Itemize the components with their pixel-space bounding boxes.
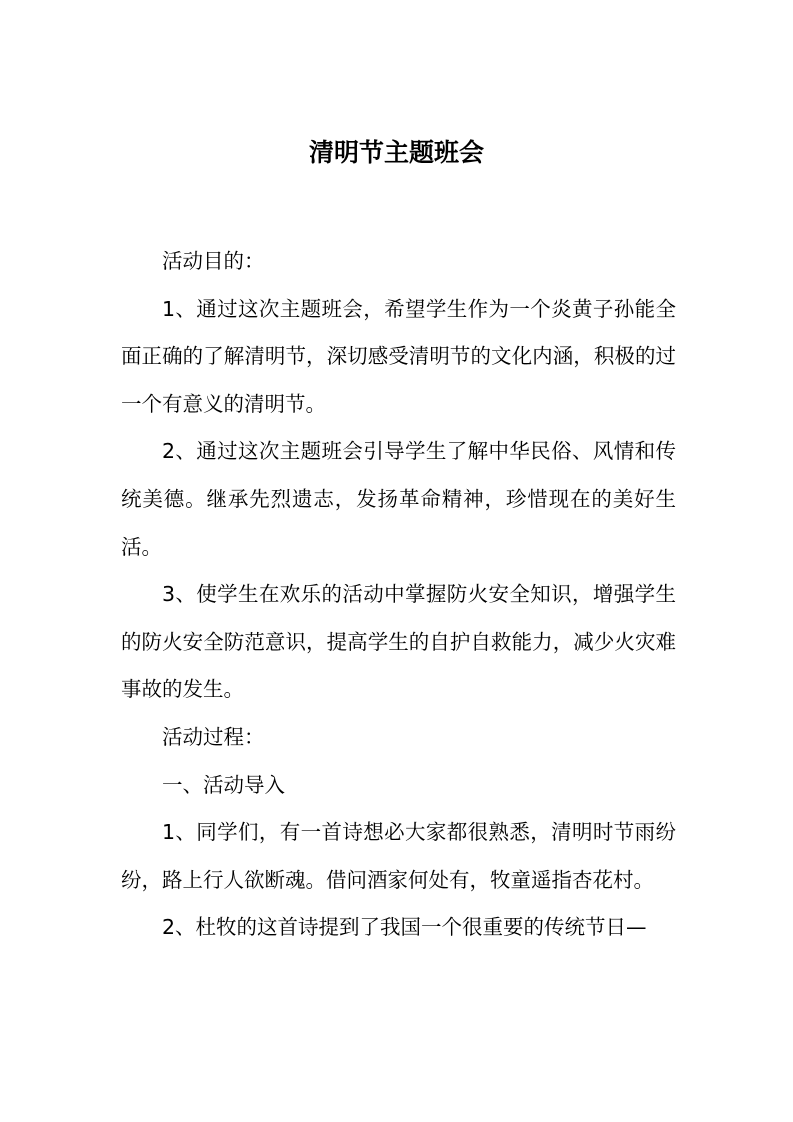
paragraph-purpose-1: 1、通过这次主题班会，希望学生作为一个炎黄子孙能全面正确的了解清明节，深切感受清明节的文化内涵，积极的过一个有意义的清明节。 xyxy=(121,296,676,416)
paragraph-purpose-3: 3、使学生在欢乐的活动中掌握防火安全知识，增强学生的防火安全防范意识，提高学生的自护自救能力，减少火灾难事故的发生。 xyxy=(121,582,676,702)
paragraph-purpose-2: 2、通过这次主题班会引导学生了解中华民俗、风情和传统美德。继承先烈遗志，发扬革命精神，珍惜现在的美好生活。 xyxy=(121,439,676,559)
document-body xyxy=(121,238,676,952)
section-heading-purpose: 活动目的： xyxy=(162,249,265,273)
subheading-activity-intro: 一、活动导入 xyxy=(162,772,285,797)
section-heading-process: 活动过程： xyxy=(162,724,265,749)
paragraph-intro-2: 2、杜牧的这首诗提到了我国一个很重要的传统节日— xyxy=(162,915,647,940)
paragraph-intro-1: 1、同学们，有一首诗想必大家都很熟悉，清明时节雨纷纷，路上行人欲断魂。借问酒家何处有，牧童遥指杏花村。 xyxy=(121,820,676,892)
document-title: 清明节主题班会 xyxy=(308,138,484,167)
